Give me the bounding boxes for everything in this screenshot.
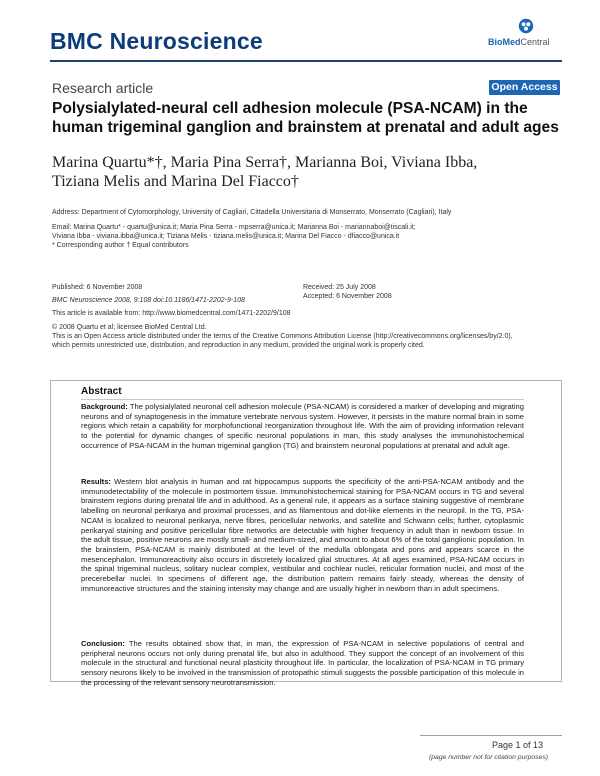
affiliation-address: Address: Department of Cytomorphology, University of Cagliari, Cittadella Universitaria di Monserrato, Monserrato (Cagliari), Italy	[52, 209, 452, 216]
emails-line-1[interactable]: Email: Marina Quartu* - quartu@unica.it; Maria Pina Serra - mpserra@unica.it; Marianna Boi - mariannaboi@tiscali.it;	[52, 224, 416, 231]
abstract-background	[81, 402, 524, 451]
header-rule	[50, 60, 562, 62]
article-type: Research article	[52, 80, 154, 96]
author-list	[52, 153, 562, 191]
results-label: Results:	[81, 477, 111, 486]
background-text: The polysialylated neuronal cell adhesion molecule (PSA-NCAM) is considered a marker of developing and migrating neurons and of synaptogenesis in the immature vertebrate nervous system. However, it persists in the mature normal brain in some regions which retain a capability for morphofunctional reorganization throughout life. With the aim of providing information relevant to the potential for dynamic changes of specific neuronal populations in man, this study analyses the immunohistochemical occurrence of PSA-NCAM in the human trigeminal ganglion (TG) and brainstem neuronal populations at prenatal and adult age.	[81, 402, 524, 450]
article-title: Polysialylated-neural cell adhesion molecule (PSA-NCAM) in the human trigeminal ganglion and brainstem at prenatal and adult ages	[52, 100, 559, 136]
published-date: Published: 6 November 2008	[52, 284, 143, 291]
abstract-heading: Abstract	[81, 386, 122, 397]
page-note: (page number not for citation purposes)	[429, 754, 549, 761]
open-access-badge[interactable]: Open Access	[489, 80, 560, 95]
biomed-central-logo[interactable]	[488, 18, 562, 52]
license-line-2: which permits unrestricted use, distribution, and reproduction in any medium, provided the original work is properly cited.	[52, 342, 425, 349]
abstract-heading-rule	[81, 399, 524, 400]
corresponding-note: * Corresponding author † Equal contributors	[52, 242, 189, 249]
received-date: Received: 25 July 2008	[303, 284, 376, 291]
copyright: © 2008 Quartu et al; licensee BioMed Central Ltd.	[52, 324, 207, 331]
results-text: Western blot analysis in human and rat hippocampus supports the specificity of the anti-PSA-NCAM antibody and the immunodetectability of the molecule in postmortem tissue. Immunohistochemical staining for PSA-NCAM occurs in TG and several brainstem regions during prenatal life and in adulthood. As a general rule, it appears as a surface staining suggestive of membrane labelling on neuronal perikarya and proximal processes, and as filamentous and dot-like elements in the neuropil. In the TG, PSA-NCAM is localized to neuronal perikarya, nerve fibres, pericellular networks, and satellite and Schwann cells; further, cytoplasmic perikaryal staining and positive pericellular fibre networks are detectable with higher frequency in adult than in newborn tissue. In the adult tissue, positive neurons are mostly small- and medium-sized, and amount to about 6% of the total ganglionic population. In the brainstem, PSA-NCAM is mainly distributed at the level of the medulla oblongata and pons and appears scarce in the mesencephalon. Immunoreactivity also occurs in discretely localized glial structures. At all ages examined, PSA-NCAM occurs in the spinal trigeminal nucleus, solitary nuclear complex, vestibular and cochlear nuclei, reticular formation nuclei, and most of the precerebellar nuclei. In specimens of different age, the distribution pattern remains fairly steady, whereas the density of immunoreactive structures and the staining intensity may change and are usually higher in newborn than in adult specimens.	[81, 477, 524, 593]
author-emails	[52, 223, 562, 241]
abstract-conclusion	[81, 639, 524, 688]
citation-doi: BMC Neuroscience 2008, 9:108 doi:10.1186/1471-2202-9-108	[52, 297, 245, 304]
abstract-results	[81, 477, 524, 593]
logo-word-biomed: BioMed	[488, 37, 521, 47]
license-line-1[interactable]: This is an Open Access article distributed under the terms of the Creative Commons Attribution License (http://creativecommons.org/licenses/by/2.0),	[52, 333, 513, 340]
accepted-date: Accepted: 6 November 2008	[303, 293, 392, 300]
journal-name: BMC Neuroscience	[50, 28, 263, 54]
conclusion-label: Conclusion:	[81, 639, 125, 648]
authors-line-2: Tiziana Melis and Marina Del Fiacco†	[52, 173, 299, 190]
biomed-logo-icon	[518, 18, 534, 34]
authors-line-1: Marina Quartu*†, Maria Pina Serra†, Marianna Boi, Viviana Ibba,	[52, 154, 478, 171]
conclusion-text: The results obtained show that, in man, the expression of PSA-NCAM in selective populations of central and peripheral neurons occurs not only during prenatal life, but also in adulthood. They support the concept of an involvement of this molecule in the structural and functional neural plasticity throughout life. In particular, the localization of PSA-NCAM in TG primary sensory neurons likely to be involved in the transmission of protopathic stimuli suggests the possible participation of this molecule in the processing of the relevant sensory neurotransmission.	[81, 639, 524, 687]
page-number: Page 1 of 13	[492, 740, 544, 750]
logo-word-central: Central	[520, 37, 550, 47]
background-label: Background:	[81, 402, 128, 411]
footer-rule	[420, 735, 562, 736]
article-url[interactable]: This article is available from: http://www.biomedcentral.com/1471-2202/9/108	[52, 310, 291, 317]
emails-line-2[interactable]: Viviana Ibba - viviana.ibba@unica.it; Tiziana Melis - tiziana.melis@unica.it; Marina Del Fiacco - dfiacco@unica.it	[52, 233, 400, 240]
logo-wordmark	[488, 37, 550, 47]
